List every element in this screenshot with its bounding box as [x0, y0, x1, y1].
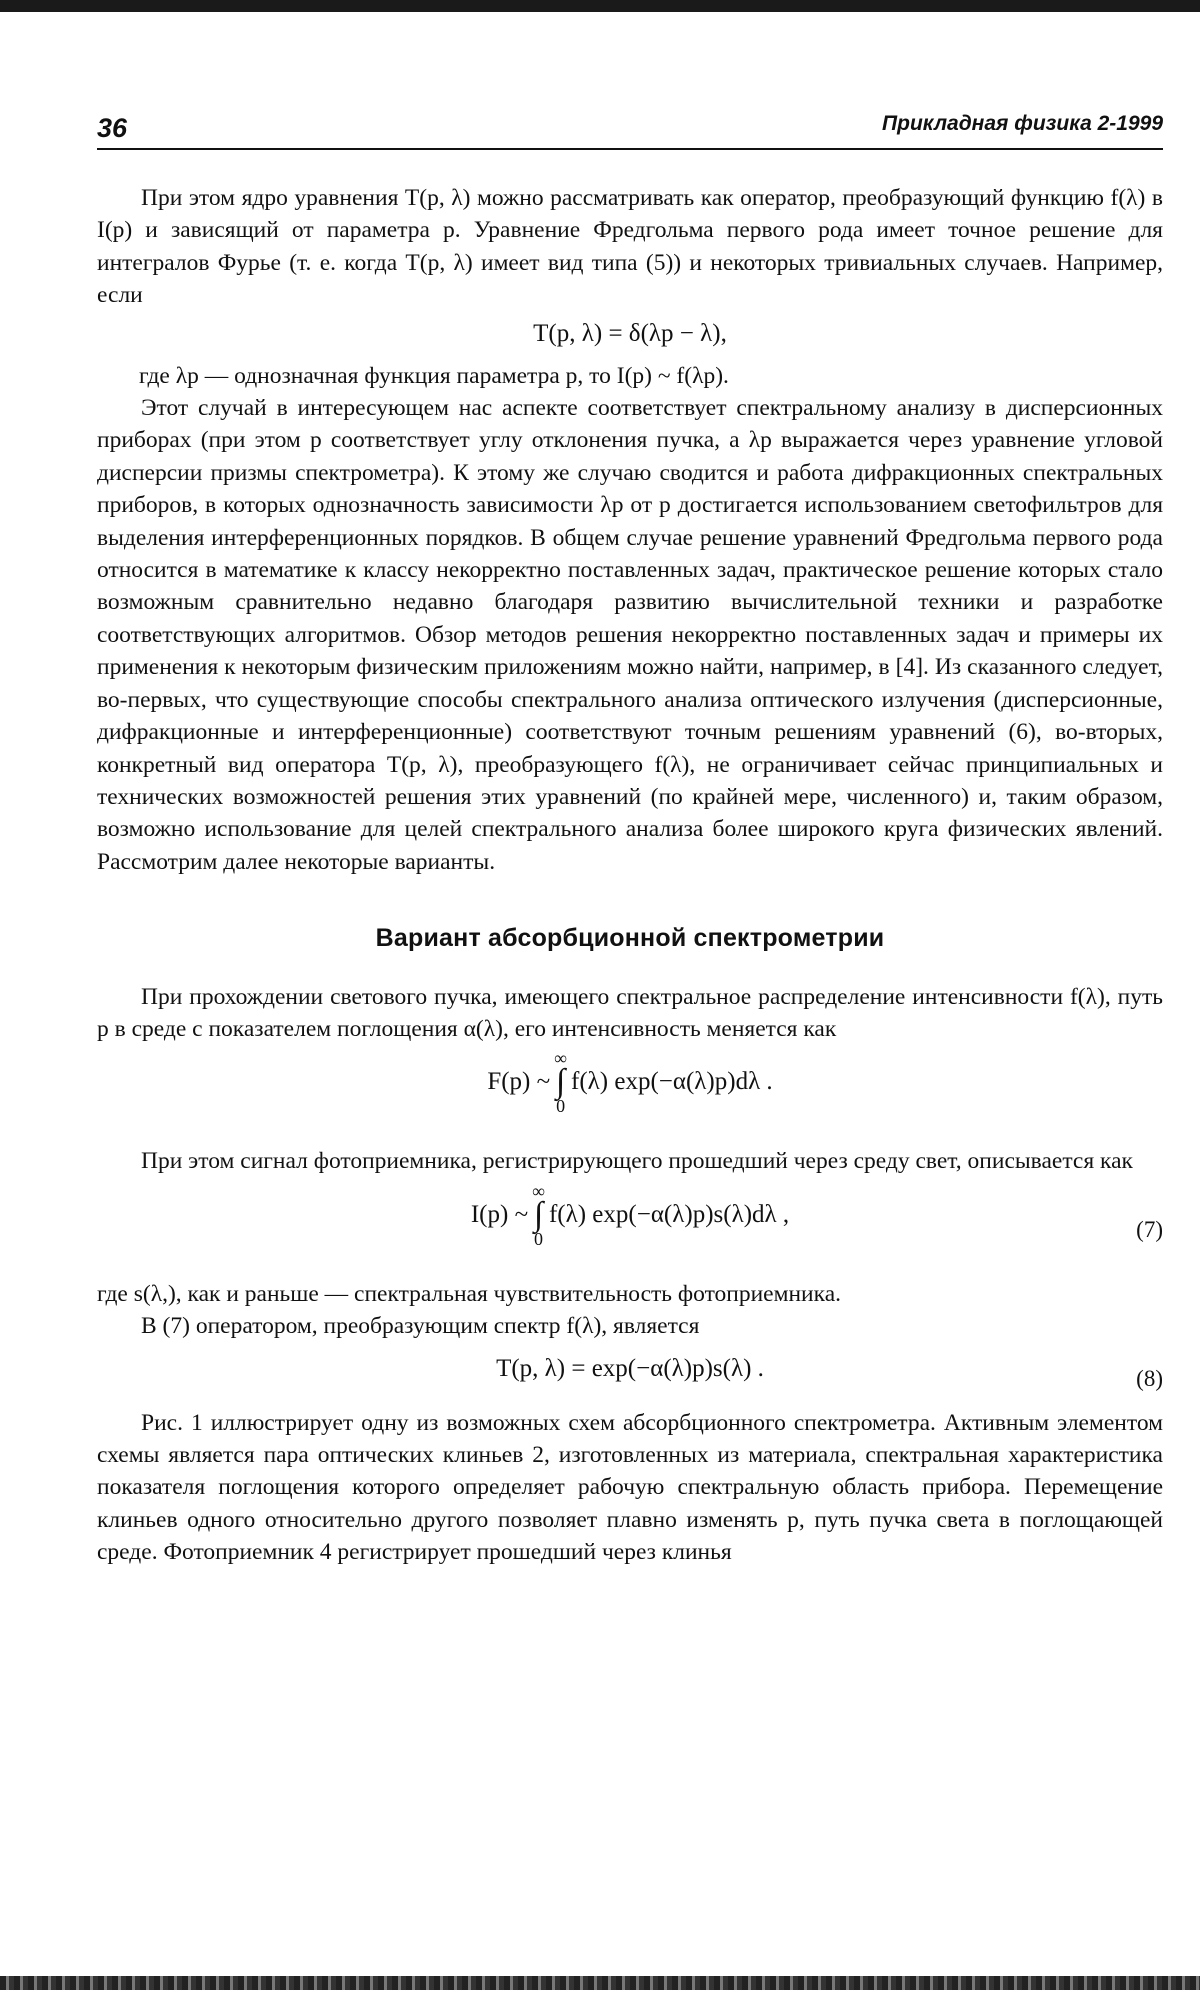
integral-lower-limit: 0 [556, 1096, 566, 1117]
equation-F-rhs: f(λ) exp(−α(λ)p)dλ . [571, 1068, 773, 1096]
equation-8 [97, 1343, 1163, 1399]
scan-edge-bottom [0, 1976, 1200, 1990]
scan-edge-top [0, 0, 1200, 12]
equation-7-rhs: f(λ) exp(−α(λ)p)s(λ)dλ , [548, 1200, 790, 1228]
integral-upper-limit: ∞ [532, 1180, 545, 1201]
paragraph-3: Этот случай в интересующем нас аспекте соответствует спектральному анализу в дисперсионных приборах (при этом p соответствует углу отклонения пучка, а λp выражается через уравнение угловой дисперсии призмы спектрометра). К этому же случаю сводится и работа дифракционных спектральных приборов, в которых однозначность зависимости λp от p достигается использованием светофильтров для выделения интерференционных порядков. В общем случае решение уравнений Фредгольма первого рода относится в математике к классу некорректно поставленных задач, практическое решение которых стало возможным сравнительно недавно благодаря развитию вычислительной техники и разработке соответствующих алгоритмов. Обзор методов решения некорректно поставленных задач и примеры их применения к некоторым физическим приложениям можно найти, например, в [4]. Из сказанного следует, во-первых, что существующие способы спектрального анализа оптического излучения (дисперсионные, дифракционные и интерференционные) соответствуют точным решениям уравнений (6), во-вторых, конкретный вид оператора T(p, λ), преобразующего f(λ), не ограничивает сейчас принципиальных и технических возможностей решения этих уравнений (по крайней мере, численного) и, таким образом, возможно использование для целей спектрального анализа более широкого круга физических явлений. Рассмотрим далее некоторые варианты. [97, 395, 1163, 875]
equation-delta [97, 312, 1163, 360]
paragraph-8: Рис. 1 иллюстрирует одну из возможных схем абсорбционного спектрометра. Активным элементом схемы является пара оптических клиньев 2, изготовленных из материала, спектральная характеристика показателя поглощения которого определяет рабочую спектральную область прибора. Перемещение клиньев одного относительно другого позволяет плавно изменять p, путь пучка света в поглощающей среде. Фотоприемник 4 регистрирует прошедший через клинья [97, 1409, 1163, 1566]
paragraph-1: При этом ядро уравнения T(p, λ) можно рассматривать как оператор, преобразующий функцию f(λ) в I(p) и зависящий от параметра p. Уравнение Фредгольма первого рода имеет точное решение для интегралов Фурье (т. е. когда T(p, λ) имеет вид типа (5)) и некоторых тривиальных случаев. Например, если [97, 185, 1163, 309]
equation-7-number: (7) [1136, 1216, 1163, 1242]
equation-F [97, 1045, 1163, 1145]
page-header [97, 98, 1163, 150]
integral-upper-limit: ∞ [554, 1048, 567, 1069]
integral-symbol: ∫ [555, 1063, 566, 1101]
paragraph-5: При этом сигнал фотоприемника, регистрирующего прошедший через среду свет, описывается как [141, 1148, 1133, 1175]
equation-8-number: (8) [1136, 1365, 1163, 1391]
paragraph-2: где λp — однозначная функция параметра p, то I(p) ~ f(λp). [139, 362, 729, 389]
page-body [97, 182, 1163, 1569]
equation-F-lhs: F(p) ~ [487, 1068, 551, 1096]
equation-8-text: T(p, λ) = exp(−α(λ)p)s(λ) . [496, 1354, 764, 1382]
paragraph-7: В (7) оператором, преобразующим спектр f(λ), является [141, 1313, 700, 1340]
equation-7-lhs: I(p) ~ [470, 1200, 529, 1228]
paragraph-4: При прохождении светового пучка, имеющего спектральное распределение интенсивности f(λ), путь p в среде с показателем поглощения α(λ), его интенсивность меняется как [97, 983, 1163, 1042]
integral-sign [554, 1049, 567, 1115]
section-title: Вариант абсорбционной спектрометрии [375, 924, 885, 953]
equation-delta-text: T(p, λ) = δ(λp − λ), [533, 319, 727, 347]
paragraph-6: где s(λ,), как и раньше — спектральная чувствительность фотоприемника. [97, 1280, 842, 1307]
page-number: 36 [97, 113, 128, 143]
integral-sign [532, 1182, 545, 1248]
equation-7 [97, 1178, 1163, 1278]
journal-title: Прикладная физика 2-1999 [882, 112, 1163, 135]
integral-lower-limit: 0 [534, 1228, 544, 1249]
integral-symbol: ∫ [533, 1195, 544, 1233]
